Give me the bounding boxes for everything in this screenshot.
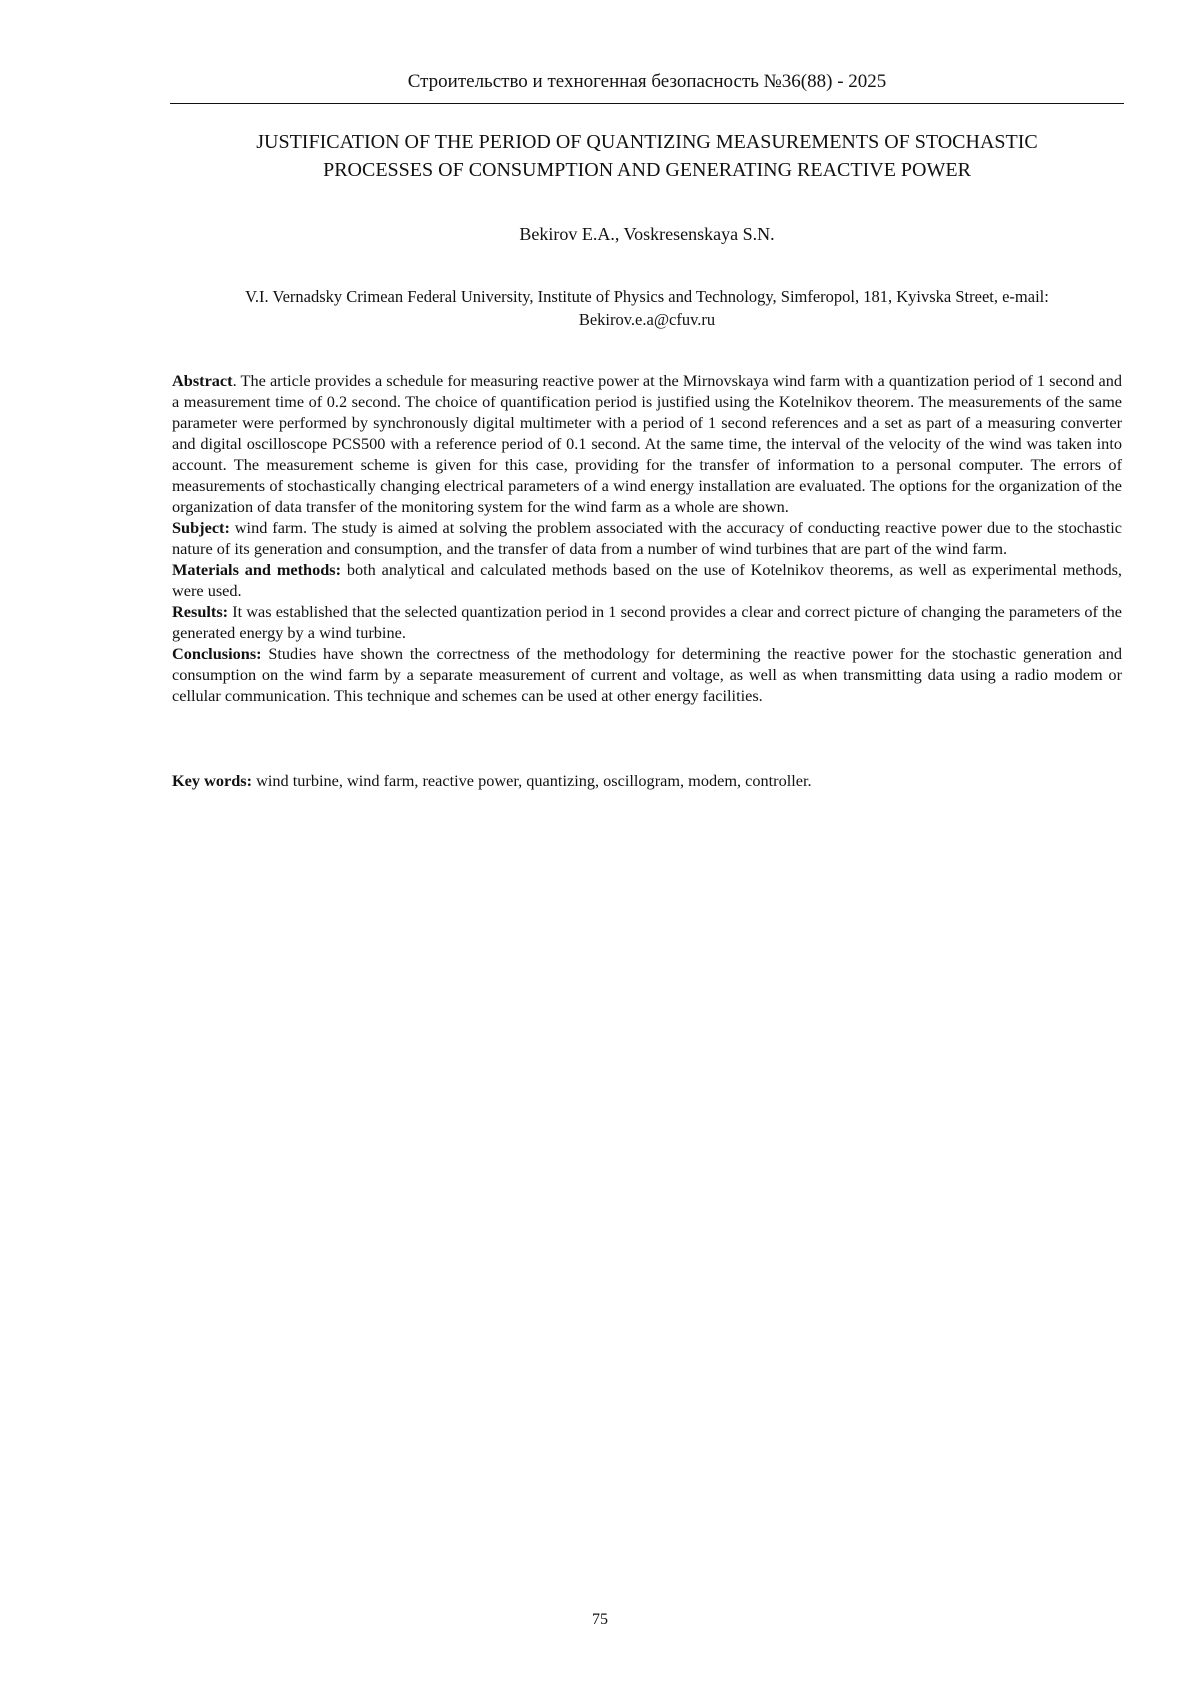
keywords-label: Key words: bbox=[172, 771, 253, 790]
materials-label: Materials and methods: bbox=[172, 560, 342, 579]
abstract-section bbox=[172, 370, 1122, 706]
header-rule bbox=[170, 103, 1124, 104]
abstract-paragraph bbox=[172, 370, 1122, 517]
results-label: Results: bbox=[172, 602, 229, 621]
title-line-2: PROCESSES OF CONSUMPTION AND GENERATING REACTIVE POWER bbox=[323, 159, 971, 181]
materials-paragraph bbox=[172, 559, 1122, 601]
conclusions-paragraph bbox=[172, 643, 1122, 706]
running-header: Строительство и техногенная безопасность №36(88) - 2025 bbox=[407, 71, 887, 92]
subject-text: wind farm. The study is aimed at solving the problem associated with the accuracy of conducting reactive power due to the stochastic nature of its generation and consumption, and the transfer of data from a number of wind turbines that are part of the wind farm. bbox=[172, 518, 1122, 558]
results-text: It was established that the selected quantization period in 1 second provides a clear and correct picture of changing the parameters of the generated energy by a wind turbine. bbox=[172, 602, 1122, 642]
materials-text: both analytical and calculated methods based on the use of Kotelnikov theorems, as well as experimental methods, were used. bbox=[172, 560, 1123, 600]
conclusions-label: Conclusions: bbox=[172, 644, 262, 663]
title-line-1: JUSTIFICATION OF THE PERIOD OF QUANTIZING MEASUREMENTS OF STOCHASTIC bbox=[256, 131, 1038, 153]
subject-label: Subject: bbox=[172, 518, 230, 537]
affiliation bbox=[170, 285, 1124, 331]
keywords bbox=[172, 770, 1122, 791]
authors: Bekirov E.A., Voskresenskaya S.N. bbox=[519, 224, 775, 244]
affiliation-email: Bekirov.e.a@cfuv.ru bbox=[578, 310, 716, 329]
conclusions-text: Studies have shown the correctness of the methodology for determining the reactive power for the stochastic generation and consumption on the wind farm by a separate measurement of current and voltage, as well as when transmitting data using a radio modem or cellular communication. This technique and schemes can be used at other energy facilities. bbox=[172, 644, 1122, 705]
keywords-text: wind turbine, wind farm, reactive power, quantizing, oscillogram, modem, controller. bbox=[252, 771, 812, 790]
results-paragraph bbox=[172, 601, 1122, 643]
abstract-text: . The article provides a schedule for measuring reactive power at the Mirnovskaya wind farm with a quantization period of 1 second and a measurement time of 0.2 second. The choice of quantification period is justified using the Kotelnikov theorem. The measurements of the same parameter were performed by synchronously digital multimeter with a period of 1 second references and a set as part of a measuring converter and digital oscilloscope PCS500 with a reference period of 0.1 second. At the same time, the interval of the velocity of the wind was taken into account. The measurement scheme is given for this case, providing for the transfer of information to a personal computer. The errors of measurements of stochastically changing electrical parameters of a wind energy installation are evaluated. The options for the organization of the organization of data transfer of the monitoring system for the wind farm as a whole are shown. bbox=[172, 371, 1122, 516]
paper-title bbox=[170, 128, 1124, 184]
subject-paragraph bbox=[172, 517, 1122, 559]
page-number: 75 bbox=[592, 1611, 608, 1628]
affiliation-line-1: V.I. Vernadsky Crimean Federal University, Institute of Physics and Technology, Simferopol, 181, Kyivska Street, e-mail: bbox=[245, 287, 1049, 306]
abstract-label: Abstract bbox=[172, 371, 233, 390]
